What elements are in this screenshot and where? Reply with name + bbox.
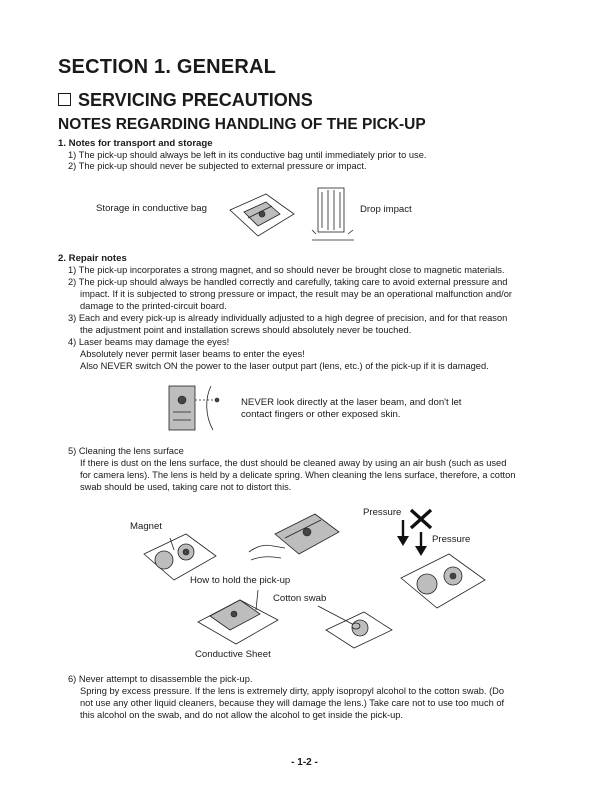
cleaning-line-1: 5) Cleaning the lens surface — [68, 446, 184, 456]
pickup-lens — [450, 573, 456, 579]
swab-stick — [318, 606, 356, 626]
face-profile — [207, 386, 213, 430]
arrow-down-icon — [397, 536, 409, 546]
magnet-label: Magnet — [130, 521, 162, 532]
eye-icon — [215, 398, 219, 402]
drop-impact-illustration — [310, 182, 356, 246]
conductive-bag-illustration — [226, 192, 298, 240]
disassemble-line-2: Spring by excess pressure. If the lens is extremely dirty, apply isopropyl alcohol to the cotton swab. (Do — [80, 686, 505, 696]
repair-line-3: impact. If it is subjected to strong pressure or impact, the result may be an operational malfunction and/or — [80, 289, 513, 299]
pickup-lens — [231, 611, 237, 617]
repair-line-6: the adjustment point and installation screws should absolutely never be touched. — [80, 325, 412, 335]
transport-item-1: 1) The pick-up should always be left in its conductive bag until immediately prior to use. — [68, 150, 427, 160]
pickup-lens — [303, 528, 311, 536]
cleaning-line-3: for camera lens). The lens is held by a delicate spring. When cleaning the lens surface, therefore, a cotton — [80, 470, 516, 480]
notes-title: NOTES REGARDING HANDLING OF THE PICK-UP — [58, 116, 426, 133]
laser-lens — [178, 396, 186, 404]
page-number: - 1-2 - — [291, 757, 318, 768]
hand-hold-illustration — [245, 508, 341, 570]
magnet-disc — [155, 551, 173, 569]
repair-line-1: 1) The pick-up incorporates a strong magnet, and so should never be brought close to magnetic materials. — [68, 265, 505, 275]
repair-heading: 2. Repair notes — [58, 253, 127, 264]
laser-warning-illustration — [165, 380, 233, 436]
disassemble-line-3: not use any other liquid cleaners, because they will damage the lens.) Take care not to use too much of — [80, 698, 505, 708]
pickup-lens — [183, 549, 189, 555]
disassemble-line-4: this alcohol on the swab, and do not allow the alcohol to get inside the pick-up. — [80, 710, 404, 720]
storage-caption: Storage in conductive bag — [96, 203, 207, 214]
repair-line-9: Also NEVER switch ON the power to the laser output part (lens, etc.) of the pick-up if it is damaged. — [80, 361, 489, 371]
cleaning-line-2: If there is dust on the lens surface, the dust should be cleaned away by using an air bush (such as used — [80, 458, 507, 468]
transport-item-2: 2) The pick-up should never be subjected to external pressure or impact. — [68, 161, 367, 171]
pickup-pressure-illustration — [397, 548, 487, 616]
pressure-label-top: Pressure — [363, 507, 402, 518]
subsection-title-text: SERVICING PRECAUTIONS — [78, 90, 313, 110]
disassemble-line-1: 6) Never attempt to disassemble the pick-up. — [68, 674, 253, 684]
laser-warning-line-1: NEVER look directly at the laser beam, and don't let — [241, 397, 462, 408]
hand-outline — [249, 545, 285, 552]
pickup-board — [401, 554, 485, 608]
repair-line-2: 2) The pick-up should always be handled correctly and carefully, taking care to avoid external pressure and — [68, 277, 508, 287]
conductive-sheet-label: Conductive Sheet — [195, 649, 271, 660]
cleaning-line-4: swab should be used, taking care not to distort this. — [80, 482, 292, 492]
how-to-hold-label: How to hold the pick-up — [190, 575, 291, 586]
repair-line-5: 3) Each and every pick-up is already individually adjusted to a high degree of precision, and for that reason — [68, 313, 508, 323]
cotton-swab-label: Cotton swab — [273, 593, 327, 604]
section-title: SECTION 1. GENERAL — [58, 56, 277, 78]
checkbox-square-icon — [58, 93, 71, 106]
leader-line — [256, 590, 258, 610]
conductive-sheet-illustration — [196, 586, 280, 646]
pickup-side-view — [169, 386, 195, 430]
swab-tip — [352, 623, 360, 629]
repair-line-8: Absolutely never permit laser beams to enter the eyes! — [80, 349, 305, 359]
repair-line-7: 4) Laser beams may damage the eyes! — [68, 337, 230, 347]
laser-warning-line-2: contact fingers or other exposed skin. — [241, 409, 401, 420]
repair-line-4: damage to the printed-circuit board. — [80, 301, 227, 311]
subsection-title — [58, 90, 313, 111]
pressure-label-right: Pressure — [432, 534, 471, 545]
transport-heading: 1. Notes for transport and storage — [58, 138, 213, 149]
cotton-swab-illustration — [316, 604, 396, 652]
drop-caption: Drop impact — [360, 204, 412, 215]
